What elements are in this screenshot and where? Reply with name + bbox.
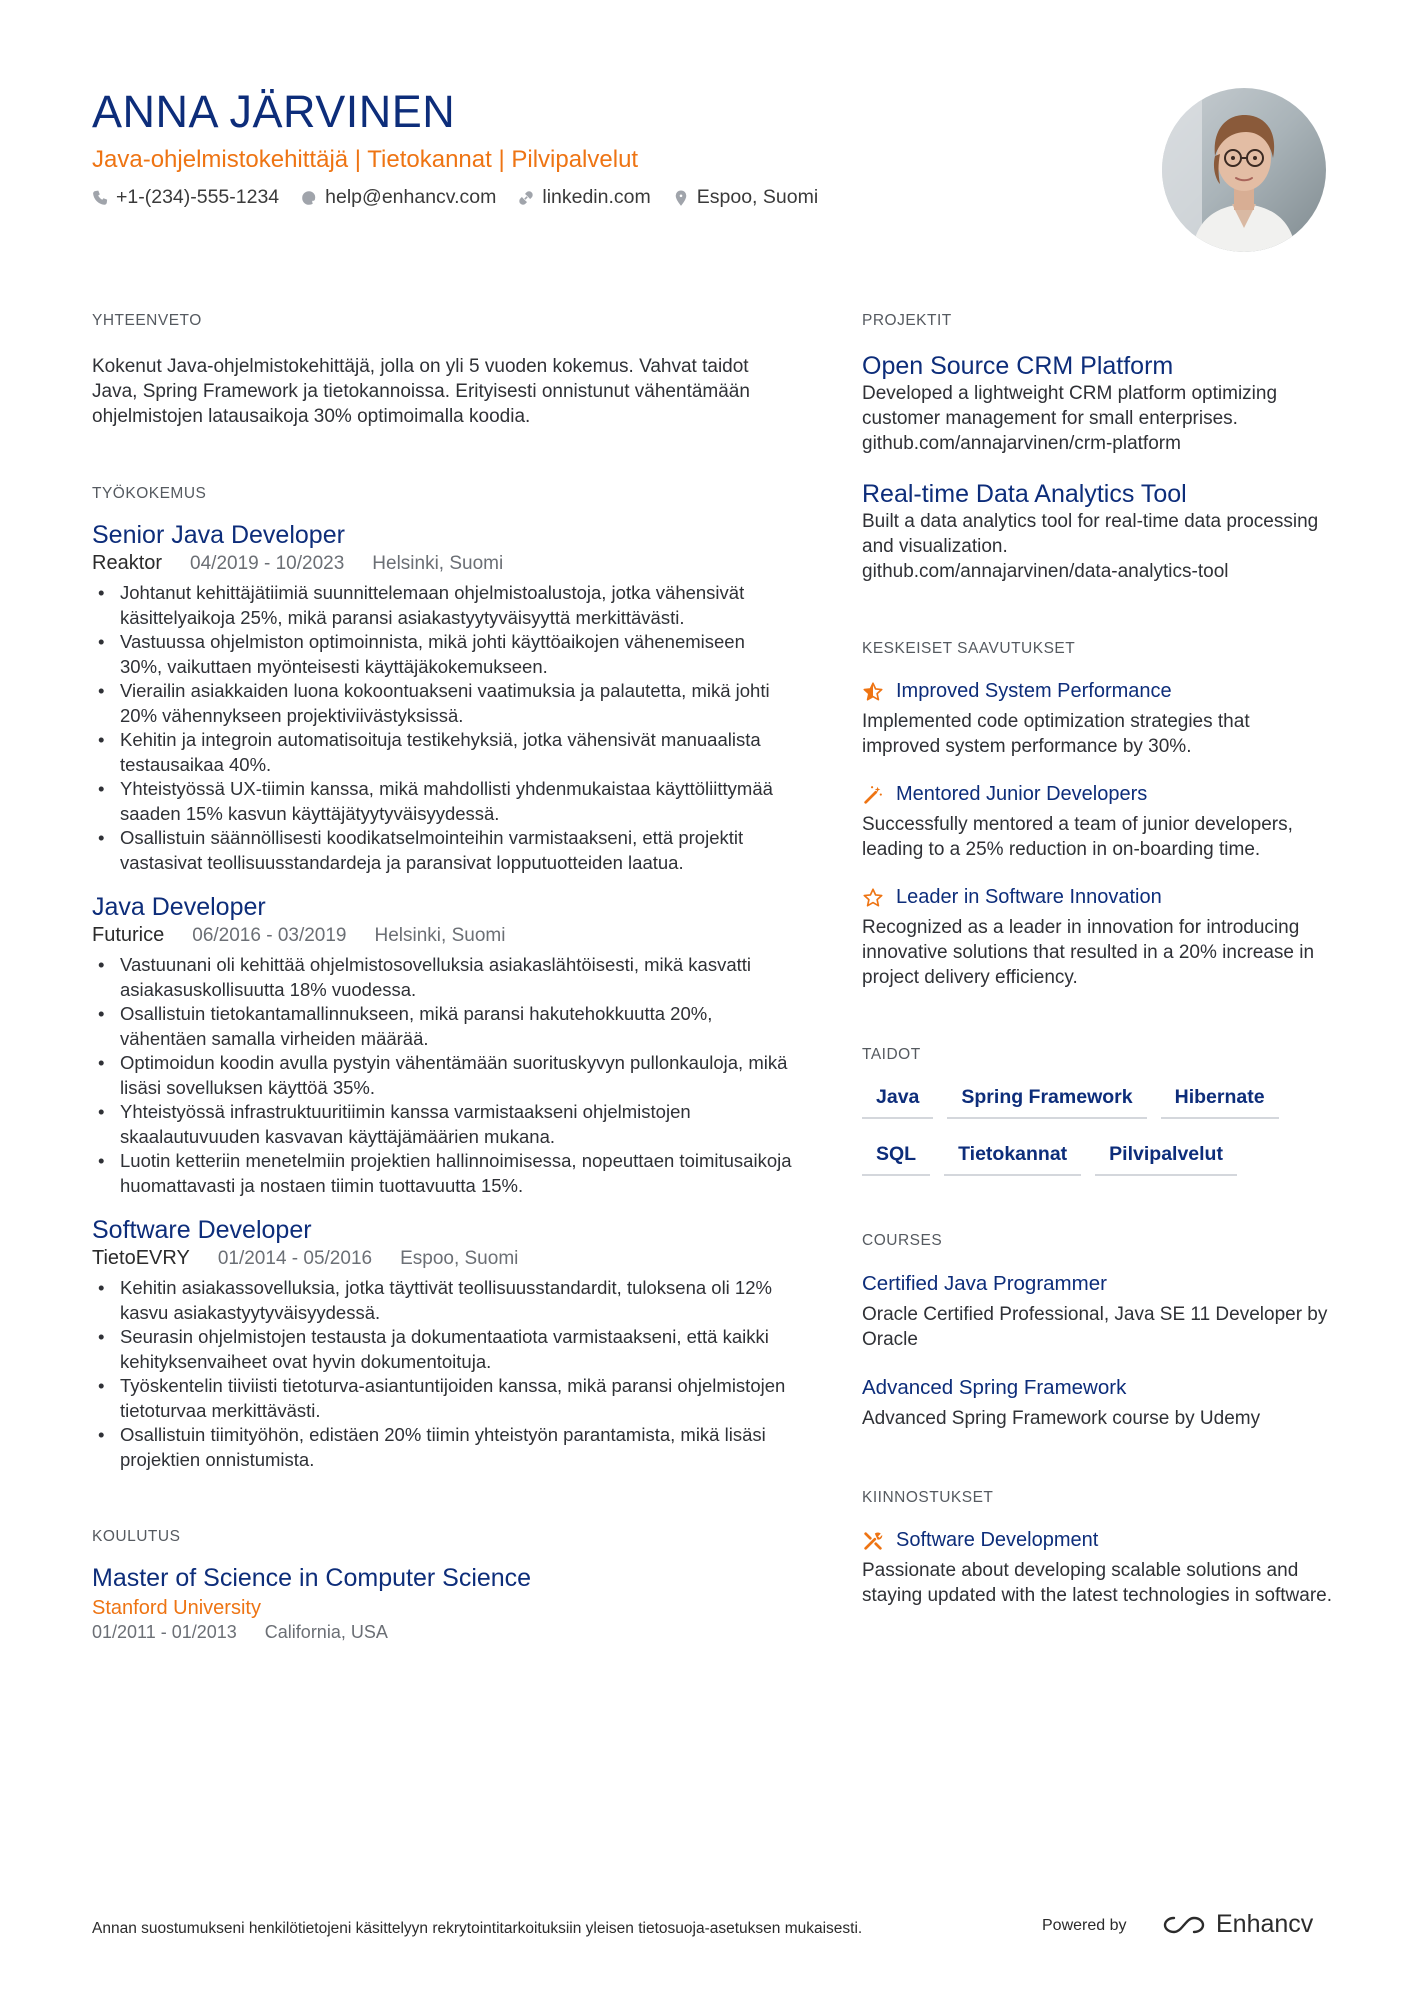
job-dates: 04/2019 - 10/2023	[190, 553, 345, 574]
job-bullet: • Yhteistyössä UX-tiimin kanssa, mikä mahdollisti yhdenmukaistaa käyttöliittymää saaden 15% kasvun käyttäjätyytyväisyydessä.	[92, 777, 792, 826]
achievement-entry	[862, 783, 1332, 862]
job-dates: 06/2016 - 03/2019	[192, 925, 347, 946]
achievement-name: Leader in Software Innovation	[896, 886, 1162, 908]
enhancv-logo-icon	[1162, 1913, 1206, 1937]
education-degree: Master of Science in Computer Science	[92, 1564, 532, 1592]
course-description: Oracle Certified Professional, Java SE 11 Developer by Oracle	[862, 1304, 1328, 1350]
skills-section-title: TAIDOT	[862, 1046, 921, 1063]
location-pin-icon	[673, 190, 689, 206]
summary-section-title: YHTEENVETO	[92, 312, 202, 329]
link-icon	[518, 190, 534, 206]
project-description: Built a data analytics tool for real-time data processing and visualization.	[862, 511, 1319, 557]
achievement-entry	[862, 680, 1332, 759]
contact-phone	[92, 186, 279, 209]
project-link[interactable]: github.com/annajarvinen/crm-platform	[862, 433, 1181, 454]
achievement-header	[862, 680, 1332, 703]
skill-tag: Spring Framework	[947, 1086, 1146, 1119]
job-bullet: • Vastuussa ohjelmiston optimoinnista, mikä johti käyttöaikojen vähenemiseen 30%, vaikuttaen myönteisesti käyttäjäkokemukseen.	[92, 630, 792, 679]
interest-description: Passionate about developing scalable solutions and staying updated with the latest technologies in software.	[862, 1560, 1333, 1606]
contact-linkedin[interactable]	[518, 186, 650, 209]
job-location: Helsinki, Suomi	[374, 925, 506, 946]
skill-tag: SQL	[862, 1143, 930, 1176]
phone-icon	[92, 190, 108, 206]
achievement-name: Improved System Performance	[896, 680, 1172, 702]
job-meta	[92, 552, 792, 575]
skill-tag: Tietokannat	[944, 1143, 1081, 1176]
experience-section-title: TYÖKOKEMUS	[92, 485, 207, 502]
skill-tag: Hibernate	[1161, 1086, 1279, 1119]
project-name: Real-time Data Analytics Tool	[862, 480, 1187, 508]
achievement-name: Mentored Junior Developers	[896, 783, 1148, 805]
profile-photo-avatar	[1162, 88, 1326, 252]
job-bullet: • Johtanut kehittäjätiimiä suunnittelemaan ohjelmistoalustoja, jotka vähensivät käsittelyaikoja 25%, mikä paransi asiakastyytyväisyyttä merkittävästi.	[92, 581, 792, 630]
education-dates: 01/2011 - 01/2013	[92, 1622, 237, 1642]
linkedin-link[interactable]: linkedin.com	[542, 186, 651, 208]
education-section-title: KOULUTUS	[92, 1528, 181, 1545]
summary-text: Kokenut Java-ohjelmistokehittäjä, jolla on yli 5 vuoden kokemus. Vahvat taidot Java, Spring Framework ja tietokannoissa. Erityisesti onnistunut vähentämään ohjelmistojen latausaikoja 30% optimoimalla koodia.	[92, 356, 750, 427]
phone-text: +1-(234)-555-1234	[116, 186, 280, 208]
job-meta	[92, 1247, 792, 1270]
project-link[interactable]: github.com/annajarvinen/data-analytics-tool	[862, 561, 1229, 582]
job-bullets	[92, 1276, 792, 1472]
contact-location	[673, 186, 818, 209]
candidate-name: ANNA JÄRVINEN	[92, 86, 456, 137]
job-dates: 01/2014 - 05/2016	[217, 1248, 373, 1269]
star-half-icon	[862, 681, 884, 703]
job-company: TietoEVRY	[92, 1247, 190, 1269]
job-bullet: • Vastuunani oli kehittää ohjelmistosovelluksia asiakaslähtöisesti, mikä kasvatti asiakasuskollisuutta 18% vuodessa.	[92, 953, 792, 1002]
course-name: Advanced Spring Framework	[862, 1376, 1127, 1399]
achievement-description: Recognized as a leader in innovation for introducing innovative solutions that resulted in a 20% increase in project delivery efficiency.	[862, 917, 1315, 988]
project-entry	[862, 480, 1332, 584]
contact-email[interactable]	[301, 186, 496, 209]
gdpr-consent-note: Annan suostumukseni henkilötietojeni käsittelyyn rekrytointitarkoituksiin yleisen tietosuoja-asetuksen mukaisesti.	[92, 1920, 863, 1937]
achievements-section-title: KESKEISET SAAVUTUKSET	[862, 640, 1076, 657]
interest-entry	[862, 1529, 1332, 1608]
job-entry	[92, 893, 792, 1198]
education-school: Stanford University	[92, 1597, 261, 1619]
job-title: Software Developer	[92, 1216, 312, 1244]
job-meta	[92, 924, 792, 947]
course-name: Certified Java Programmer	[862, 1272, 1107, 1295]
achievement-header	[862, 886, 1332, 909]
project-description: Developed a lightweight CRM platform optimizing customer management for small enterprises.	[862, 383, 1278, 429]
course-entry	[862, 1376, 1332, 1431]
tools-icon	[862, 1530, 884, 1552]
course-description: Advanced Spring Framework course by Udemy	[862, 1408, 1261, 1429]
job-bullet: • Yhteistyössä infrastruktuuritiimin kanssa varmistaakseni ohjelmistojen skaalautuvuuden kasvavan käyttäjämäärien mukana.	[92, 1100, 792, 1149]
job-bullet: • Optimoidun koodin avulla pystyin vähentämään suorituskyvyn pullonkauloja, mikä lisäsi sovelluksen käyttöä 35%.	[92, 1051, 792, 1100]
job-company: Futurice	[92, 924, 165, 946]
enhancv-logo[interactable]	[1162, 1910, 1313, 1939]
projects-section-title: PROJEKTIT	[862, 312, 952, 329]
job-bullet: • Luotin ketteriin menetelmiin projektien hallinnoimisessa, nopeuttaen toimitusaikoja huomattavasti ja nostaen tiimin tuottavuutta 15%.	[92, 1149, 792, 1198]
job-title: Senior Java Developer	[92, 521, 345, 549]
job-bullet: • Osallistuin tiimityöhön, edistäen 20% tiimin yhteistyön parantamista, mikä lisäsi projektien onnistumista.	[92, 1423, 792, 1472]
education-location: California, USA	[264, 1622, 388, 1642]
powered-by-label: Powered by	[1042, 1917, 1127, 1934]
profile-photo	[1162, 88, 1326, 252]
at-sign-icon	[301, 190, 317, 206]
location-text: Espoo, Suomi	[696, 186, 819, 208]
job-bullet: • Osallistuin tietokantamallinnukseen, mikä paransi hakutehokkuutta 20%, vähentäen samalla virheiden määrää.	[92, 1002, 792, 1051]
achievement-description: Implemented code optimization strategies that improved system performance by 30%.	[862, 711, 1250, 757]
skill-tag: Java	[862, 1086, 933, 1119]
skills-list	[862, 1086, 1302, 1200]
job-location: Helsinki, Suomi	[372, 553, 504, 574]
left-column	[92, 300, 792, 1643]
job-bullet: • Vierailin asiakkaiden luona kokoontuakseni vaatimuksia ja palautetta, mikä johti 20% vähennykseen projektiviivästyksissä.	[92, 679, 792, 728]
education-meta	[92, 1622, 792, 1643]
magic-wand-icon	[862, 784, 884, 806]
job-location: Espoo, Suomi	[400, 1248, 519, 1269]
interest-header	[862, 1529, 1332, 1552]
skill-tag: Pilvipalvelut	[1095, 1143, 1237, 1176]
enhancv-logo-text: Enhancv	[1216, 1910, 1314, 1938]
job-entry	[92, 521, 792, 875]
job-bullet: • Työskentelin tiiviisti tietoturva-asiantuntijoiden kanssa, mikä paransi ohjelmistojen tietoturvaa merkittävästi.	[92, 1374, 792, 1423]
course-entry	[862, 1272, 1332, 1352]
right-column	[862, 300, 1332, 1608]
achievement-description: Successfully mentored a team of junior developers, leading to a 25% reduction in on-boarding time.	[862, 814, 1293, 860]
project-entry	[862, 352, 1332, 456]
job-bullets	[92, 953, 792, 1198]
interests-section-title: KIINNOSTUKSET	[862, 1489, 994, 1506]
email-link[interactable]: help@enhancv.com	[325, 186, 497, 208]
job-bullet: • Seurasin ohjelmistojen testausta ja dokumentaatiota varmistaakseni, että kaikki kehityksenvaiheet ovat hyvin dokumentoituja.	[92, 1325, 792, 1374]
job-bullet: • Kehitin ja integroin automatisoituja testikehyksiä, jotka vähensivät manuaalista testausaikaa 40%.	[92, 728, 792, 777]
job-entry	[92, 1216, 792, 1472]
interest-name: Software Development	[896, 1529, 1099, 1551]
star-outline-icon	[862, 887, 884, 909]
project-name: Open Source CRM Platform	[862, 352, 1174, 380]
achievement-entry	[862, 886, 1332, 990]
achievement-header	[862, 783, 1332, 806]
courses-section-title: COURSES	[862, 1232, 943, 1249]
job-company: Reaktor	[92, 552, 163, 574]
candidate-headline: Java-ohjelmistokehittäjä | Tietokannat | Pilvipalvelut	[92, 146, 639, 173]
job-title: Java Developer	[92, 893, 266, 921]
job-bullet: • Osallistuin säännöllisesti koodikatselmointeihin varmistaakseni, että projektit vastasivat teollisuusstandardeja ja paransivat lopputuotteiden laatua.	[92, 826, 792, 875]
job-bullets	[92, 581, 792, 875]
job-bullet: • Kehitin asiakassovelluksia, jotka täyttivät teollisuusstandardit, tuloksena oli 12% kasvu asiakastyytyväisyydessä.	[92, 1276, 792, 1325]
contact-row	[92, 186, 840, 209]
